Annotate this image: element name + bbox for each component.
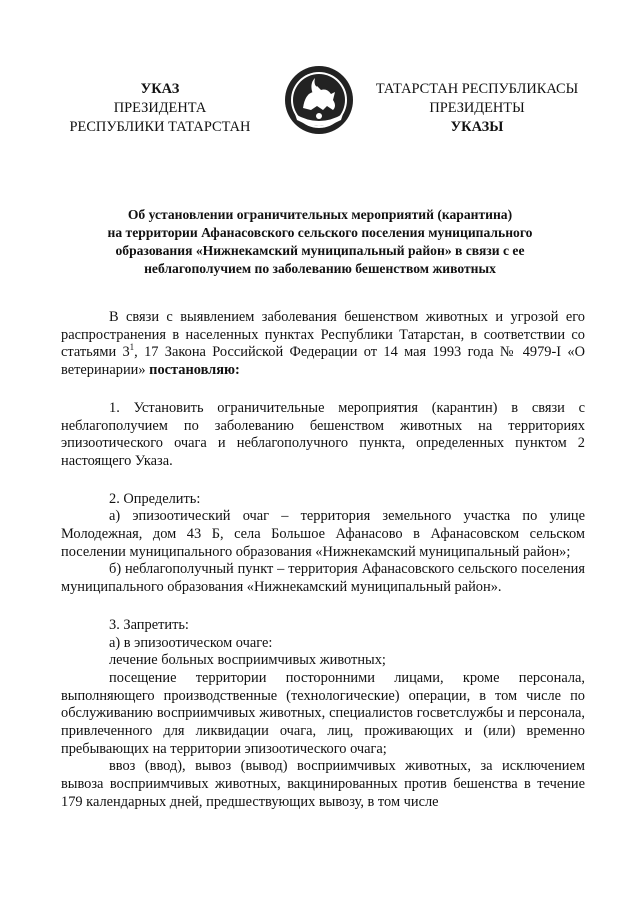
header-left-line1: УКАЗ [140,81,180,97]
header-left-line2: ПРЕЗИДЕНТА [113,100,207,116]
clause-3-a-item: посещение территории посторонними лицами, кроме персонала, выполняющего производственные (технологические) операции, в том числе по обслуживанию восприимчивых животных, специалистов госветслужбы и персонала, привлеченного для ликвидации очага, лиц, проживающих и (или) временно пребывающих на территории эпизоотического очага; [61,669,585,757]
title-line: Об установлении ограничительных мероприятий (карантина) [127,207,513,222]
header-left-russian [55,80,265,137]
preamble-text-b: , 17 Закона Российской Федерации от 14 мая 1993 года № 4979-I «О ветеринарии» [61,344,585,379]
header-right-tatar [362,80,592,137]
clause-3-heading: 3. Запретить: [109,616,189,633]
clause-1: 1. Установить ограничительные мероприятия (карантин) в связи с неблагополучием по заболеванию бешенством животных на территориях эпизоотического очага и неблагополучного пункта, определенных пунктом 2 настоящего Указа. [61,399,585,469]
preamble-superscript: 1 [129,342,135,353]
preamble-decree-word: постановляю [149,362,236,379]
preamble-colon: : [235,362,240,379]
clause-3-a-item: лечение больных восприимчивых животных; [109,652,386,669]
coat-of-arms-icon [283,64,355,136]
clause-3-a: а) в эпизоотическом очаге: [109,634,273,651]
clause-3-a-item: ввоз (ввод), вывоз (вывод) восприимчивых животных, за исключением вывоза восприимчивых животных, вакцинированных против бешенства в течение 179 календарных дней, предшествующих вывозу, в том числе [61,758,585,810]
title-line: неблагополучием по заболеванию бешенством животных [144,261,496,276]
decree-body [61,309,585,812]
clause-2-a: а) эпизоотический очаг – территория земельного участка по улице Молодежная, дом 43 Б, села Большое Афанасово в Афанасовском сельском поселении муниципального образования «Нижнекамский муниципальный район»; [61,508,585,560]
decree-title [70,206,570,278]
title-line: образования «Нижнекамский муниципальный район» в связи с ее [115,243,525,258]
header-right-line1: ТАТАРСТАН РЕСПУБЛИКАСЫ [375,81,579,97]
title-line: на территории Афанасовского сельского поселения муниципального [107,225,533,240]
preamble-text-a: В связи с выявлением заболевания бешенством животных и угрозой его распространения в населенных пунктах Республики Татарстан, в соответствии со статьями 3 [61,309,585,361]
clause-2-heading: 2. Определить: [109,490,201,507]
preamble-paragraph [61,309,585,380]
header-right-line2: ПРЕЗИДЕНТЫ [429,100,525,116]
header-left-line3: РЕСПУБЛИКИ ТАТАРСТАН [69,119,251,135]
header-right-line3: УКАЗЫ [450,119,504,135]
clause-2-b: б) неблагополучный пункт – территория Афанасовского сельского поселения муниципального образования «Нижнекамский муниципальный район». [61,561,585,596]
